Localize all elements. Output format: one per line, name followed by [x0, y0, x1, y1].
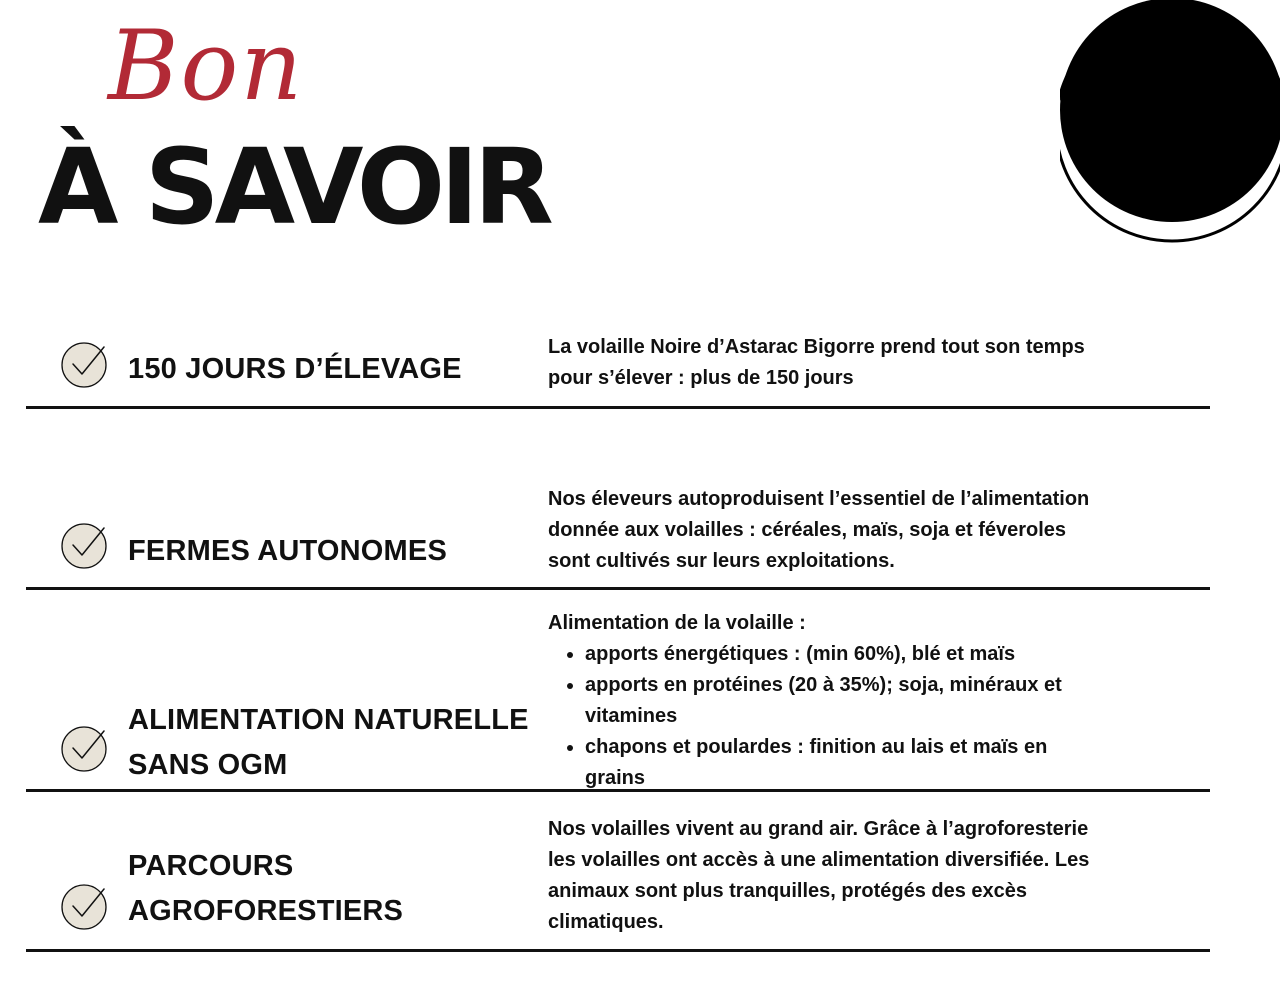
bullet-item: • chapons et poulardes : finition au lais et maïs en grains: [585, 732, 1148, 794]
main-title: À SAVOIR: [38, 126, 549, 248]
item-description-line: sont cultivés sur leurs exploitations.: [548, 550, 895, 572]
check-circle-icon: [60, 723, 110, 773]
item-description-line: Nos volailles vivent au grand air. Grâce à l’agroforesterie: [548, 818, 1089, 840]
divider: [26, 789, 1210, 792]
item-description-line: La volaille Noire d’Astarac Bigorre prend tout son temps: [548, 336, 1085, 358]
bullet-list: [548, 639, 1148, 794]
item-description-line: animaux sont plus tranquilles, protégés des excès: [548, 880, 1028, 902]
check-circle-icon: [60, 339, 110, 389]
item-description-line: les volailles ont accès à une alimentation diversifiée. Les: [548, 849, 1090, 871]
item-description-line: donnée aux volailles : céréales, maïs, soja et féveroles: [548, 519, 1067, 541]
item-label: 150 JOURS D’ÉLEVAGE: [128, 353, 462, 385]
item-label: PARCOURS: [128, 850, 294, 882]
item-description-intro: Alimentation de la volaille :: [548, 612, 806, 634]
decorative-circle: [1060, 0, 1280, 250]
divider: [26, 587, 1210, 590]
divider: [26, 949, 1210, 952]
item-description-line: climatiques.: [548, 911, 664, 933]
item-label: AGROFORESTIERS: [128, 895, 404, 927]
script-title: Bon: [108, 10, 305, 122]
item-label: SANS OGM: [128, 749, 288, 781]
bullet-item: • apports énergétiques : (min 60%), blé et maïs: [585, 639, 1148, 670]
item-description-line: pour s’élever : plus de 150 jours: [548, 367, 854, 389]
bullet-item: • apports en protéines (20 à 35%); soja, minéraux et vitamines: [585, 670, 1148, 732]
check-circle-icon: [60, 520, 110, 570]
item-label: FERMES AUTONOMES: [128, 535, 447, 567]
item-description-line: Nos éleveurs autoproduisent l’essentiel de l’alimentation: [548, 488, 1090, 510]
check-circle-icon: [60, 881, 110, 931]
divider: [26, 406, 1210, 409]
item-label: ALIMENTATION NATURELLE: [128, 704, 529, 736]
